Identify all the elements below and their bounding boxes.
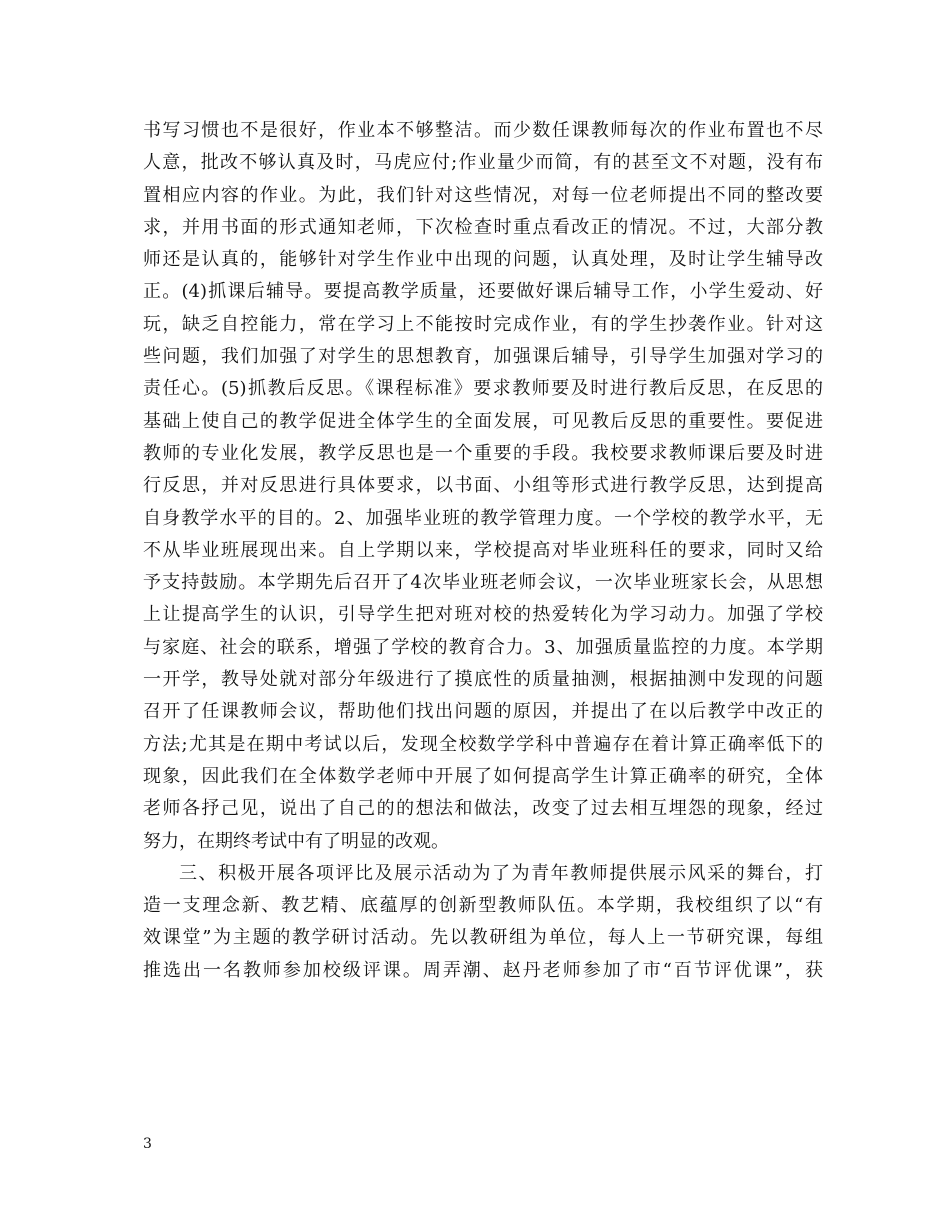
- text-line: 老师各抒己见，说出了自己的的想法和做法，改变了过去相互埋怨的现象，经过: [143, 798, 823, 820]
- text-line: 基础上使自己的教学促进全体学生的全面发展，可见教后反思的重要性。要促进: [143, 410, 823, 432]
- text-line: 与家庭、社会的联系，增强了学校的教育合力。3、加强质量监控的力度。本学期: [143, 636, 823, 658]
- paragraph-first-line: 三、积极开展各项评比及展示活动为了为青年教师提供展示风采的舞台，打: [179, 862, 823, 884]
- text-line: 召开了任课教师会议，帮助他们找出问题的原因，并提出了在以后教学中改正的: [143, 701, 823, 723]
- text-line: 推选出一名教师参加校级评课。周弄潮、赵丹老师参加了市“百节评优课”，获: [143, 959, 823, 981]
- text-line: 自身教学水平的目的。2、加强毕业班的教学管理力度。一个学校的教学水平，无: [143, 507, 823, 529]
- text-line: 造一支理念新、教艺精、底蕴厚的创新型教师队伍。本学期，我校组织了以“有: [143, 895, 823, 917]
- text-line: 教师的专业化发展，教学反思也是一个重要的手段。我校要求教师课后要及时进: [143, 442, 823, 464]
- body-text: [143, 115, 823, 987]
- text-line: 置相应内容的作业。为此，我们针对这些情况，对每一位老师提出不同的整改要: [143, 184, 823, 206]
- text-line: 求，并用书面的形式通知老师，下次检查时重点看改正的情况。不过，大部分教: [143, 216, 823, 238]
- text-line: 一开学，教导处就对部分年级进行了摸底性的质量抽测，根据抽测中发现的问题: [143, 669, 823, 691]
- text-line: 予支持鼓励。本学期先后召开了4次毕业班老师会议，一次毕业班家长会，从思想: [143, 572, 823, 594]
- text-line: 责任心。(5)抓教后反思。《课程标准》要求教师要及时进行教后反思，在反思的: [143, 378, 823, 400]
- text-line: 些问题，我们加强了对学生的思想教育，加强课后辅导，引导学生加强对学习的: [143, 346, 823, 368]
- text-line: 人意，批改不够认真及时，马虎应付;作业量少而简，有的甚至文不对题，没有布: [143, 152, 823, 174]
- page-number: 3: [143, 1136, 152, 1152]
- text-line: 正。(4)抓课后辅导。要提高教学质量，还要做好课后辅导工作，小学生爱动、好: [143, 281, 823, 303]
- text-line: 玩，缺乏自控能力，常在学习上不能按时完成作业，有的学生抄袭作业。针对这: [143, 313, 823, 335]
- text-line: 努力，在期终考试中有了明显的改观。: [143, 830, 449, 852]
- text-line: 行反思，并对反思进行具体要求，以书面、小组等形式进行教学反思，达到提高: [143, 475, 823, 497]
- text-line: 现象，因此我们在全体数学老师中开展了如何提高学生计算正确率的研究，全体: [143, 765, 823, 787]
- text-line: 上让提高学生的认识，引导学生把对班对校的热爱转化为学习动力。加强了学校: [143, 604, 823, 626]
- text-line: 效课堂”为主题的教学研讨活动。先以教研组为单位，每人上一节研究课，每组: [143, 927, 823, 949]
- text-line: 方法;尤其是在期中考试以后，发现全校数学学科中普遍存在着计算正确率低下的: [143, 733, 823, 755]
- text-line: 不从毕业班展现出来。自上学期以来，学校提高对毕业班科任的要求，同时又给: [143, 539, 823, 561]
- text-line: 师还是认真的，能够针对学生作业中出现的问题，认真处理，及时让学生辅导改: [143, 249, 823, 271]
- text-line: 书写习惯也不是很好，作业本不够整洁。而少数任课教师每次的作业布置也不尽: [143, 120, 823, 141]
